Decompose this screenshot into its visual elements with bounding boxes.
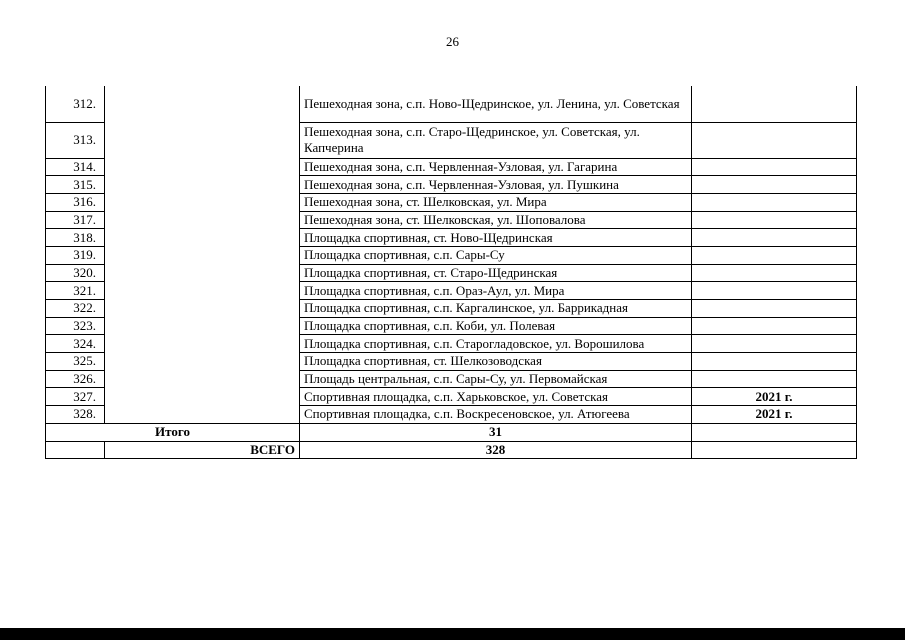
subtotal-value: 31 [300,423,692,441]
total-label: ВСЕГО [105,441,300,459]
subtotal-empty-cell [692,423,857,441]
row-name: Площадка спортивная, ст. Шелкозоводская [300,353,692,371]
row-number: 314. [46,158,105,176]
row-year [692,246,857,264]
row-name: Спортивная площадка, с.п. Воскресеновское, ул. Атюгеева [300,406,692,424]
scan-edge-bar [0,628,905,640]
row-name: Площадка спортивная, с.п. Каргалинское, ул. Баррикадная [300,300,692,318]
row-name: Пешеходная зона, с.п. Червленная-Узловая, ул. Пушкина [300,176,692,194]
row-number: 324. [46,335,105,353]
row-number: 313. [46,122,105,158]
row-year [692,229,857,247]
total-value: 328 [300,441,692,459]
row-name: Площадка спортивная, с.п. Ораз-Аул, ул. Мира [300,282,692,300]
row-number: 322. [46,300,105,318]
row-year [692,353,857,371]
registry-table [45,86,857,459]
row-name: Площадка спортивная, ст. Старо-Щедринская [300,264,692,282]
row-number: 328. [46,406,105,424]
row-number: 323. [46,317,105,335]
row-year [692,122,857,158]
row-number: 321. [46,282,105,300]
row-number: 319. [46,246,105,264]
row-year [692,211,857,229]
row-year [692,158,857,176]
row-number: 316. [46,193,105,211]
row-number: 317. [46,211,105,229]
row-number: 312. [46,86,105,122]
row-name: Площадка спортивная, с.п. Сары-Су [300,246,692,264]
row-name: Пешеходная зона, с.п. Червленная-Узловая, ул. Гагарина [300,158,692,176]
row-name: Площадь центральная, с.п. Сары-Су, ул. Первомайская [300,370,692,388]
row-number: 318. [46,229,105,247]
row-year [692,335,857,353]
row-year: 2021 г. [692,406,857,424]
row-number: 327. [46,388,105,406]
row-year [692,264,857,282]
row-year [692,300,857,318]
row-name: Пешеходная зона, с.п. Старо-Щедринское, ул. Советская, ул. Капчерина [300,122,692,158]
row-number: 326. [46,370,105,388]
total-empty-cell-right [692,441,857,459]
row-name: Площадка спортивная, с.п. Коби, ул. Полевая [300,317,692,335]
merged-empty-cell [105,86,300,423]
row-year [692,193,857,211]
row-name: Спортивная площадка, с.п. Харьковское, ул. Советская [300,388,692,406]
total-row [46,441,857,459]
page-number: 26 [446,34,459,49]
registry-rows [46,86,857,423]
row-number: 325. [46,353,105,371]
row-year [692,370,857,388]
row-year [692,317,857,335]
row-year [692,282,857,300]
row-name: Пешеходная зона, с.п. Ново-Щедринское, ул. Ленина, ул. Советская [300,86,692,122]
row-name: Пешеходная зона, ст. Шелковская, ул. Шоповалова [300,211,692,229]
row-year [692,86,857,122]
row-year [692,176,857,194]
row-name: Площадка спортивная, ст. Ново-Щедринская [300,229,692,247]
row-year: 2021 г. [692,388,857,406]
subtotal-label: Итого [46,423,300,441]
total-empty-cell [46,441,105,459]
row-name: Пешеходная зона, ст. Шелковская, ул. Мира [300,193,692,211]
table-row [46,86,857,122]
subtotal-row [46,423,857,441]
row-number: 315. [46,176,105,194]
row-number: 320. [46,264,105,282]
row-name: Площадка спортивная, с.п. Староглaдовское, ул. Ворошилова [300,335,692,353]
